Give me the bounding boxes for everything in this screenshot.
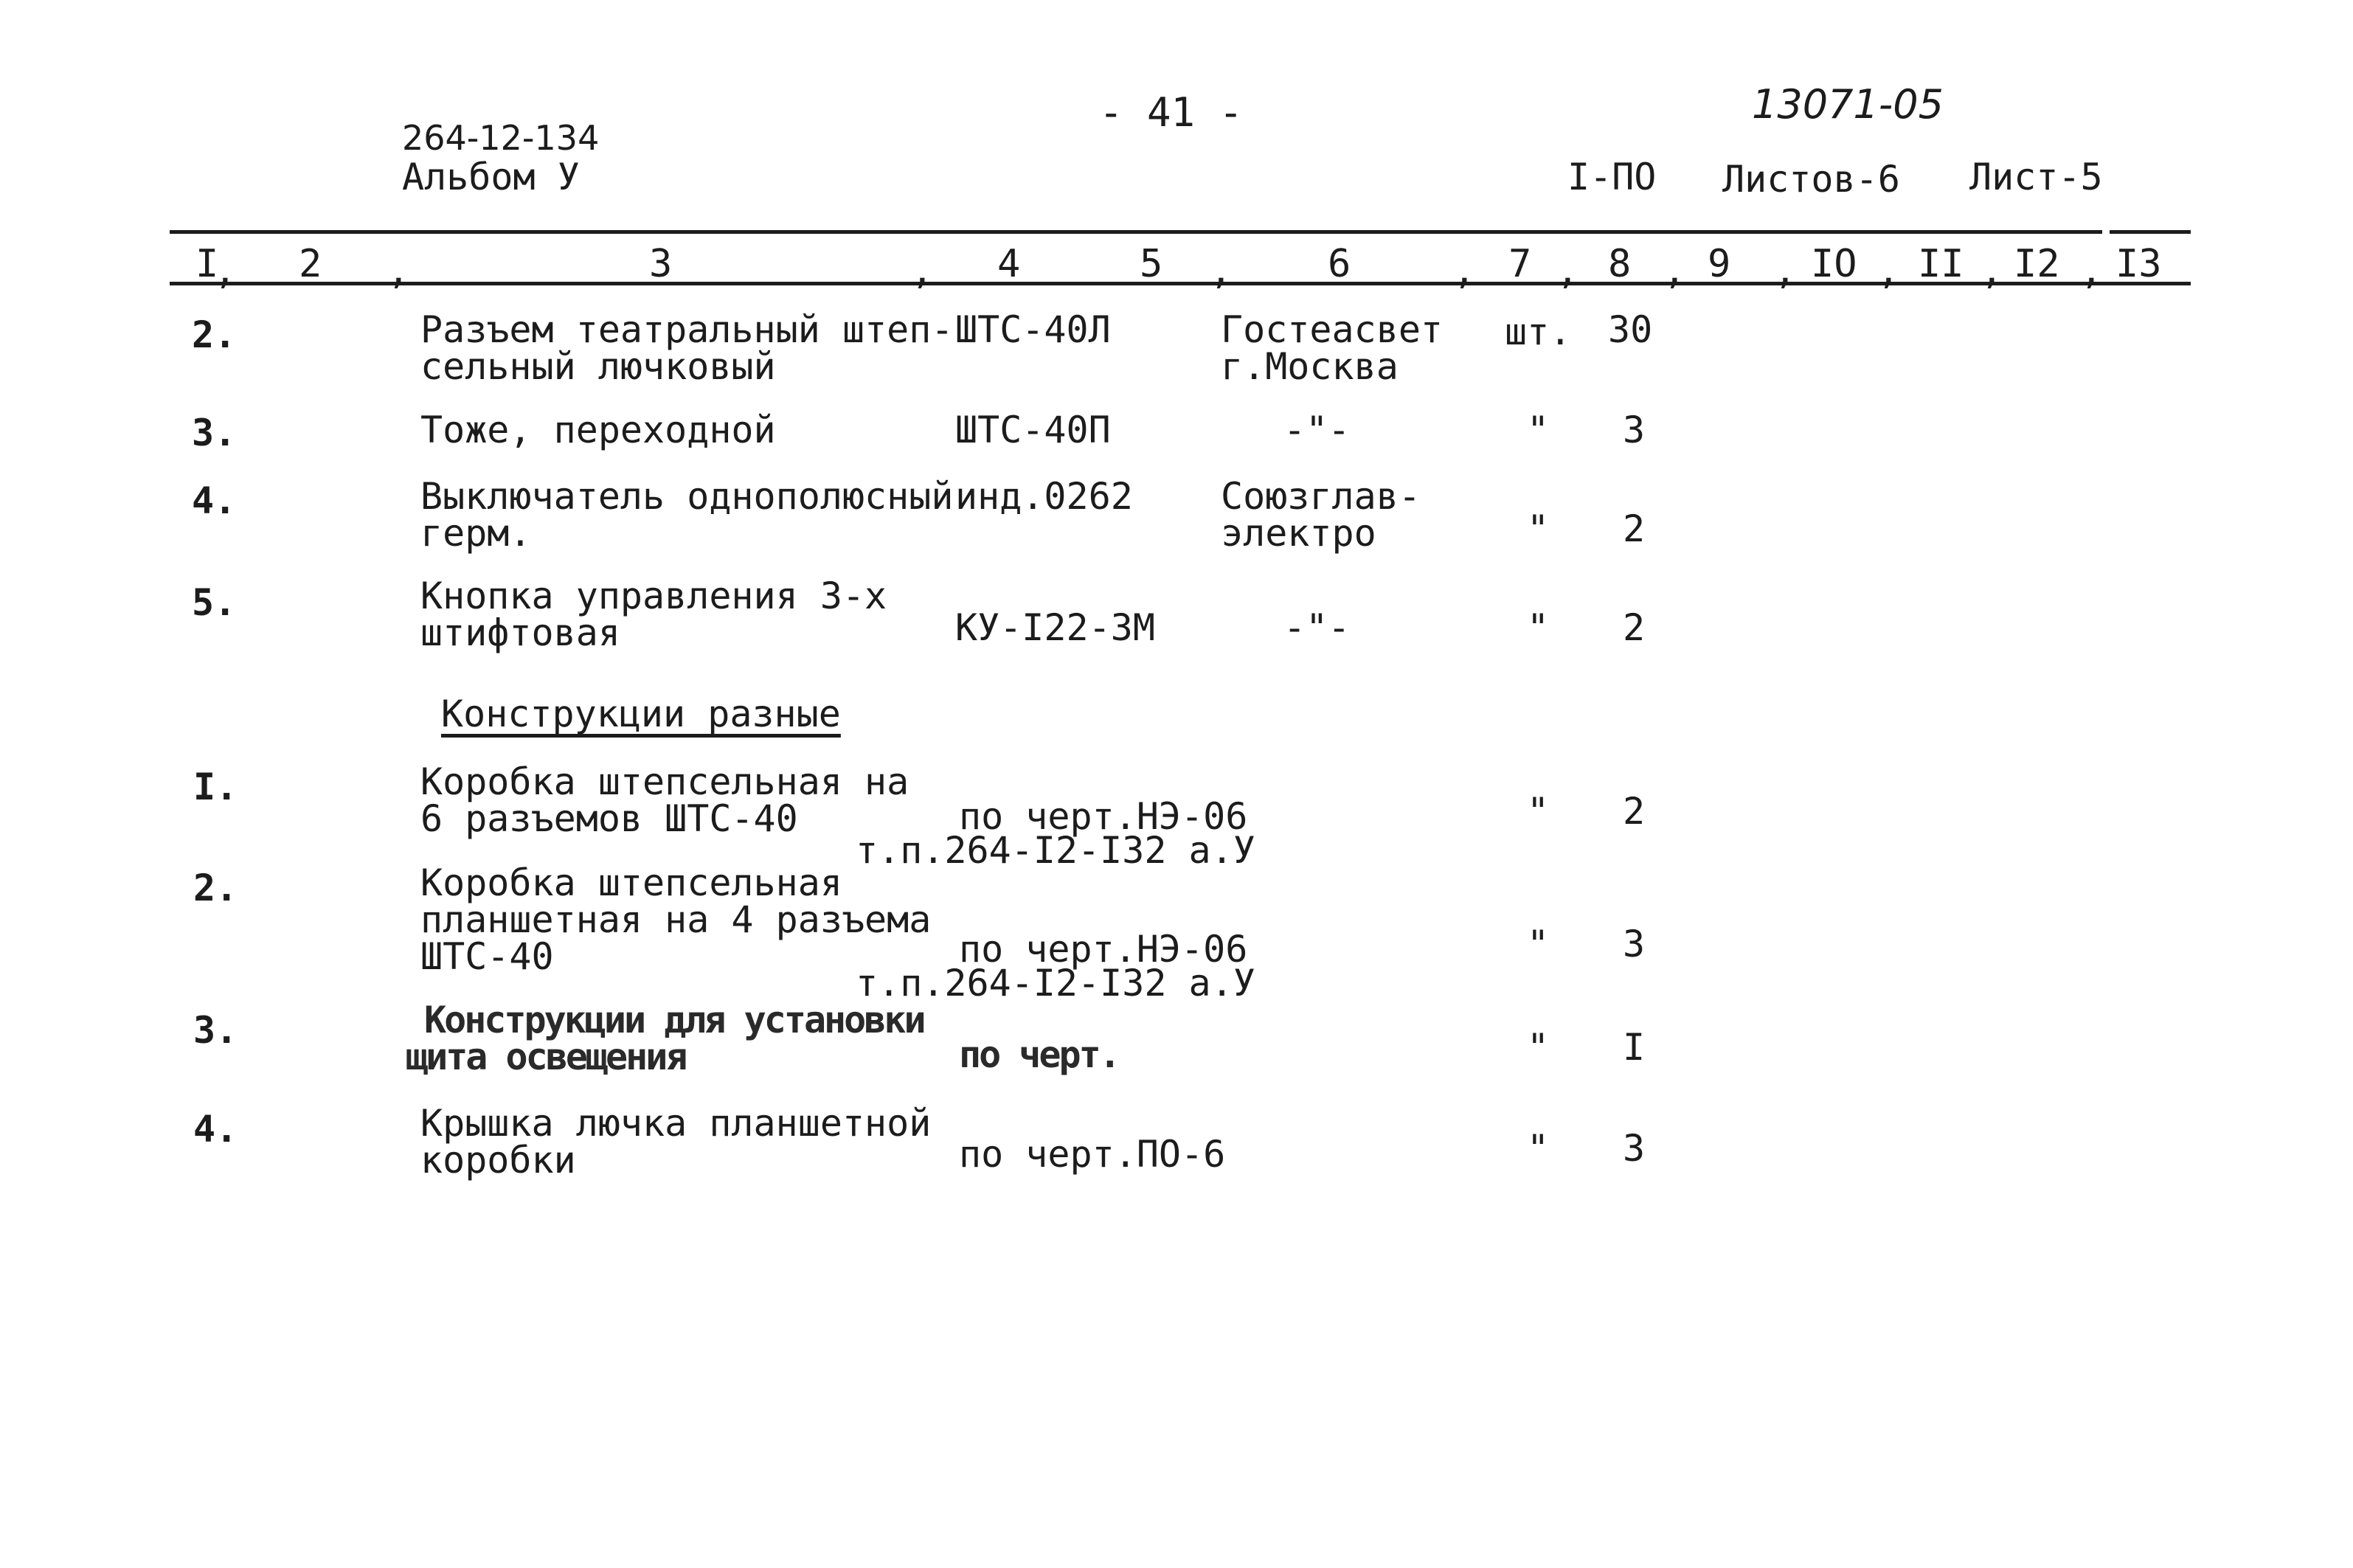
column-header: 4 <box>997 242 1021 286</box>
row-number: 2. <box>192 313 237 356</box>
item-reference: по черт.ПО-6 <box>959 1133 1226 1176</box>
item-name: Кнопка управления 3-х штифтовая <box>420 575 887 654</box>
item-quantity: 3 <box>1623 923 1646 965</box>
row-number: 3. <box>192 412 237 454</box>
column-separator: , <box>387 249 410 292</box>
column-separator: , <box>1877 249 1900 292</box>
page-number: - 41 - <box>1099 89 1244 136</box>
column-header: 7 <box>1508 242 1532 286</box>
item-name: Выключатель однополюсный герм. <box>420 475 954 555</box>
header-rule-top-right <box>2110 230 2191 234</box>
header-rule-top <box>170 230 2102 234</box>
item-name: Коробка штепсельная на 6 разъемов ШТС-40 <box>420 760 909 840</box>
column-separator: , <box>1981 249 2003 292</box>
item-unit: " <box>1527 606 1550 649</box>
column-separator: , <box>1453 249 1476 292</box>
row-number: 4. <box>193 1108 238 1151</box>
item-reference: т.п.264-I2-I32 а.У <box>856 829 1255 872</box>
row-number: 2. <box>193 867 238 909</box>
column-header: I3 <box>2115 242 2162 286</box>
column-header: 3 <box>649 242 673 286</box>
item-reference: по черт.НЭ-06 <box>959 928 1248 971</box>
item-quantity: 2 <box>1623 790 1646 833</box>
column-separator: , <box>2080 249 2103 292</box>
item-unit: шт. <box>1505 311 1572 353</box>
item-unit: " <box>1527 507 1550 550</box>
album-label: Альбом У <box>402 156 580 198</box>
row-number: 5. <box>192 581 237 624</box>
column-header: I <box>195 242 219 286</box>
column-separator: , <box>1663 249 1686 292</box>
column-separator: , <box>911 249 934 292</box>
item-unit: " <box>1527 409 1550 451</box>
column-header: 6 <box>1328 242 1351 286</box>
item-name: Коробка штепсельная планшетная на 4 разъема ШТС-40 <box>420 861 932 978</box>
item-type: ШТС-40П <box>955 409 1111 451</box>
item-maker: -"- <box>1283 606 1351 649</box>
column-header: 5 <box>1140 242 1163 286</box>
column-separator: , <box>1556 249 1579 292</box>
doc-code: I-ПО <box>1567 156 1657 198</box>
sheet-number: Лист-5 <box>1969 156 2103 198</box>
item-quantity: 2 <box>1623 507 1646 550</box>
column-header: IO <box>1811 242 1857 286</box>
row-number: 3. <box>193 1009 238 1052</box>
column-separator: , <box>1774 249 1797 292</box>
item-quantity: 3 <box>1623 409 1646 451</box>
item-maker: Гостеасвет г.Москва <box>1221 308 1444 388</box>
section-title: Конструкции разные <box>441 693 841 735</box>
item-name-struck-out: Конструкции для установки щита освещения <box>406 999 924 1078</box>
item-quantity: 30 <box>1608 308 1653 351</box>
item-quantity: I <box>1623 1026 1646 1069</box>
item-maker: -"- <box>1283 409 1351 451</box>
item-unit: " <box>1527 1026 1550 1069</box>
column-separator: , <box>1210 249 1233 292</box>
item-name: Разъем театральный штеп- сельный лючковый <box>420 308 954 388</box>
item-type: инд.0262 <box>955 475 1133 518</box>
column-header: 8 <box>1608 242 1632 286</box>
row-number: 4. <box>192 479 237 522</box>
column-header: I2 <box>2014 242 2060 286</box>
row-number: I. <box>193 766 238 808</box>
column-separator: , <box>214 249 237 292</box>
column-header: II <box>1918 242 1964 286</box>
column-header: 9 <box>1708 242 1731 286</box>
handwritten-inventory-number: 13071-05 <box>1752 81 1944 128</box>
column-header: 2 <box>299 242 322 286</box>
sheets-total: Листов-6 <box>1722 158 1900 201</box>
item-quantity: 3 <box>1623 1127 1646 1170</box>
item-maker: Союзглав- электро <box>1221 475 1421 555</box>
item-reference: т.п.264-I2-I32 а.У <box>856 962 1255 1005</box>
item-quantity: 2 <box>1623 606 1646 649</box>
item-unit: " <box>1527 790 1550 833</box>
item-type: КУ-I22-3М <box>955 606 1155 649</box>
item-reference: по черт.НЭ-06 <box>959 795 1248 838</box>
handwritten-doc-number: 264-12-134 <box>402 118 600 158</box>
item-name: Тоже, переходной <box>420 409 776 451</box>
item-name: Крышка лючка планшетной коробки <box>420 1102 932 1182</box>
item-reference-struck-out: по черт. <box>959 1033 1119 1076</box>
item-type: ШТС-40Л <box>955 308 1111 351</box>
item-unit: " <box>1527 1127 1550 1170</box>
item-unit: " <box>1527 923 1550 965</box>
